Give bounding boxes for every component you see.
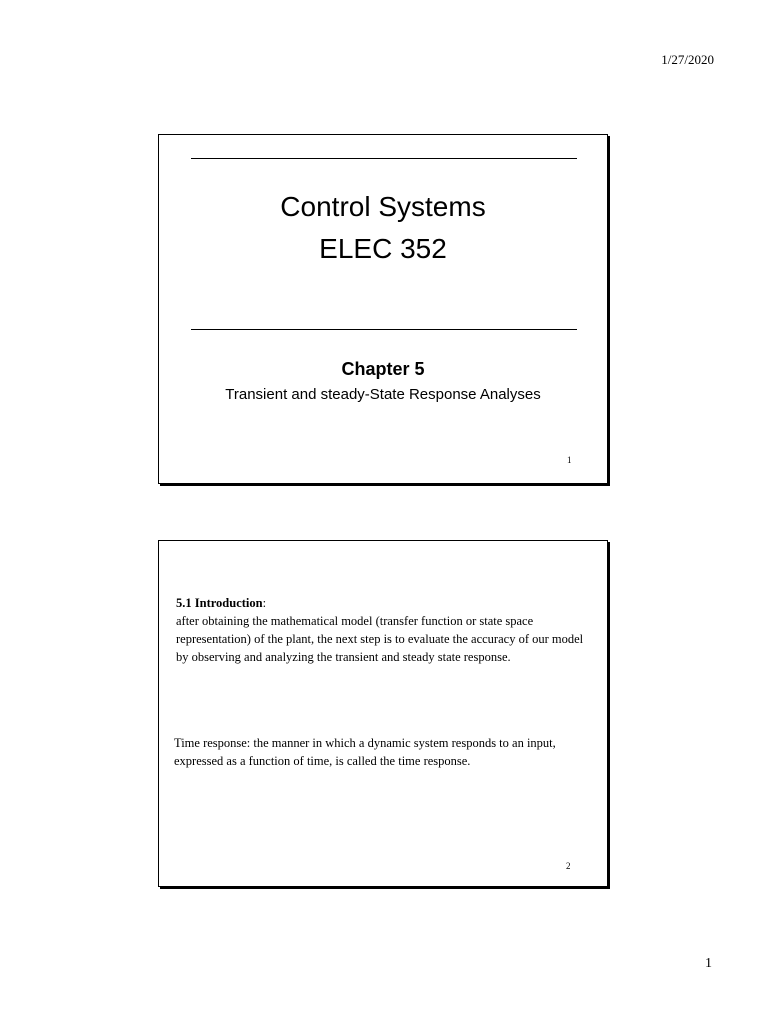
slide-number: 2 <box>566 861 571 871</box>
slide-title-line-1: Control Systems <box>280 191 486 222</box>
chapter-heading: Chapter 5 <box>341 359 425 379</box>
intro-paragraph <box>176 594 598 666</box>
slide-number: 1 <box>567 455 572 465</box>
slide-2 <box>158 540 608 887</box>
section-heading-colon: : <box>262 596 267 610</box>
section-heading-text: 5.1 Introduction <box>176 596 263 610</box>
section-heading <box>176 594 598 612</box>
page-number: 1 <box>705 956 712 971</box>
page-date: 1/27/2020 <box>661 52 714 67</box>
bottom-rule <box>191 329 577 330</box>
top-rule <box>191 158 577 159</box>
slide-title-line-2: ELEC 352 <box>319 233 447 264</box>
slide-1 <box>158 134 608 484</box>
chapter-subtitle: Transient and steady-State Response Analyses <box>225 386 541 403</box>
time-response-paragraph: Time response: the manner in which a dynamic system responds to an input, expressed as a function of time, is called the time response. <box>174 736 556 768</box>
intro-text: after obtaining the mathematical model (transfer function or state space representation) of the plant, the next step is to evaluate the accuracy of our model by observing and analyzing the transient and steady state response. <box>176 614 584 664</box>
